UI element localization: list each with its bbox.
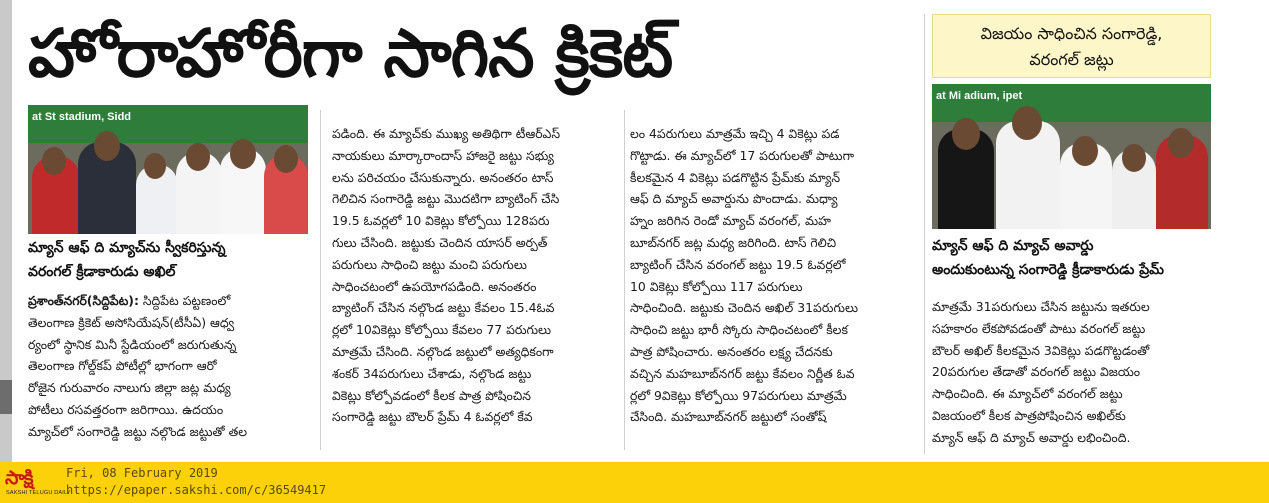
article-line: గులు చేసింది. జట్టుకు చెందిన యాసర్ అర్పత్ [332,234,548,250]
article-line: పరుగులు సాధించి జట్టు మంచి పరుగులు [332,256,527,272]
article-line: 20పరుగుల తేడాతో వరంగల్ జట్టు విజయం [932,364,1141,380]
photo-award-left [28,105,308,234]
person-head [230,139,256,169]
person-head [1122,144,1146,172]
subhead-line-1: విజయం సాధించిన సంగారెడ్డి, [980,24,1163,43]
article-line: 10 వికెట్లు కోల్పోయి 117 పరుగులు [630,278,803,294]
photo-banner [932,84,1211,122]
article-line: వచ్చిన మహబూబ్‌నగర్ జట్టు కేవలం నిర్ణీత ఓవ [630,365,855,381]
article-line: మ్యాన్ ఆఫ్ ది మ్యాచ్ అవార్డు లభించింది. [932,429,1131,445]
article-line: మాత్రమే 31పరుగులు చేసిన జట్టును ఇతరుల [932,299,1150,314]
article-line: మాత్రమే చేసింది. నల్గొండ జట్టులో అత్యధికంగా [332,343,554,359]
article-line: సహకారం లేకపోవడంతో పాటు వరంగల్ జట్టు [932,320,1146,336]
headline: హోరాహోరీగా సాగిన క్రికెట్ [28,15,673,92]
article-line: లను పరిచయం చేసుకున్నారు. అనంతరం టాస్ [332,169,554,185]
article-line: తెలంగాణ క్రికెట్ అసోసియేషన్(టీసీఏ) ఆధ్వ [28,314,235,330]
article-line: ర్లలో 10వికెట్లు కోల్పోయి కేవలం 77 పరుగులు [332,322,552,338]
column-divider [320,110,321,450]
person-head [1012,106,1042,140]
article-column-3 [630,123,918,428]
article-line: బ్యాటింగ్ చేసిన వరంగల్ జట్టు 19.5 ఓవర్లలో [630,256,846,272]
column-divider [624,110,625,450]
article-line: పోటీలు రసవత్తరంగా జరిగాయి. ఉదయం [28,401,224,417]
article-line: కీలకమైన 4 వికెట్లు పడగొట్టిన ప్రేమ్‌కు మ్యాన్ [630,169,841,185]
caption-left [28,236,310,284]
article-line: ర్లలో 9వికెట్లు కోల్పోయి 97పరుగులు మాత్రమే [630,387,847,403]
caption-left-line-1: మ్యాన్ ఆఫ్ ది మ్యాచ్‌ను స్వీకరిస్తున్న [28,240,226,256]
photo-banner-text: at St stadium, Sidd [32,111,132,123]
logo-subtitle: SAKSHI TELUGU DAILY [6,490,71,496]
person-head [274,145,298,173]
person-head [186,143,210,171]
article-line: లం 4పరుగులు మాత్రమే ఇచ్చి 4 వికెట్లు పడ [630,126,840,141]
person-head [1072,136,1098,166]
article-url-link[interactable]: https://epaper.sakshi.com/c/36549417 [66,483,327,497]
edge-mark [0,380,12,414]
article-line: సాధించింది. జట్టుకు చెందిన అఖిల్ 31పరుగులు [630,300,859,316]
article-line: గెలిచిన సంగారెడ్డి జట్టు మొదటిగా బ్యాటింగ్ చేసి [332,191,560,207]
caption-right-line-1: మ్యాన్ ఆఫ్ ది మ్యాచ్ అవార్డు [932,238,1094,254]
article-line: బూబ్‌నగర్ జట్ల మధ్య జరిగింది. టాస్ గెలిచి [630,234,837,250]
page-edge-strip [0,0,12,462]
article-line: ర్యంలో స్థానిక మినీ స్టేడియంలో జరుగుతున్న [28,336,237,352]
article-line: వికెట్లు కోల్పోవడంలో కీలక పాత్ర పోషించిన [332,387,531,403]
caption-right-line-2: అందుకుంటున్న సంగారెడ్డి క్రీడాకారుడు ప్రేమ్ [932,262,1164,278]
article-line: విజయంలో కీలక పాత్రపోషించిన అఖిల్‌కు [932,407,1126,423]
caption-right [932,234,1222,282]
photo-award-right [932,84,1211,229]
article-line [28,290,314,312]
article-line: బ్యాటింగ్ చేసిన నల్గొండ జట్టు కేవలం 15.4ఓవ [332,300,555,316]
article-line: మ్యాచ్‌లో సంగారెడ్డి జట్టు నల్గొండ జట్టుతో తల [28,423,248,439]
article-line: బౌలర్ అఖిల్ కీలకమైన 3వికెట్లు పడగొట్టడంతో [932,342,1150,358]
article-line: రోజైన గురువారం నాలుగు జిల్లా జట్ల మధ్య [28,380,231,396]
edition-date: Fri, 08 February 2019 [66,466,218,480]
person-head [94,131,120,161]
person-head [952,118,980,150]
photo-banner-text: at Mi adium, ipet [936,90,1023,102]
caption-left-line-2: వరంగల్ క్రీడాకారుడు అఖిల్ [28,264,176,280]
article-line: సాధించింది. ఈ మ్యాచ్‌లో వరంగల్ జట్టు [932,386,1123,402]
dateline: ప్రశాంత్‌నగర్(సిద్దిపేట): [28,293,139,308]
article-line: హ్నం జరిగిన రెండో మ్యాచ్ వరంగల్, మహ [630,213,831,229]
photo-banner [28,105,308,143]
sakshi-logo[interactable] [5,466,71,499]
article-line: నాయకులు మార్కారాందాస్ హాజరై జట్టు సభ్యు [332,147,554,163]
article-line: ఆఫ్ ది మ్యాచ్ అవార్డును పొందాడు. మధ్యా [630,191,838,207]
epaper-footer [0,462,1269,503]
article-column-4 [932,296,1212,449]
article-line: శంకర్ 34పరుగులు చేశాడు, నల్గొండ జట్టు [332,365,532,381]
article-line: సాధించటంలో ఉపయోగపడింది. అనంతరం [332,278,537,294]
article-line: సంగారెడ్డి జట్టు బౌలర్ ప్రేమ్ 4 ఓవర్లలో కేవ [332,409,533,425]
column-divider [924,14,925,454]
dateline-rest: సిద్దిపేట పట్టణంలో [138,293,231,308]
article-line: గొట్టాడు. ఈ మ్యాచ్‌లో 17 పరుగులతో పాటుగా [630,147,854,163]
article-line: పడింది. ఈ మ్యాచ్‌కు ముఖ్య అతిథిగా టీఆర్ఎస్ [332,126,561,141]
person-head [144,153,166,179]
article-column-2 [332,123,620,428]
article-line: పాత్ర పోషించారు. అనంతరం లక్ష్య చేదనకు [630,343,833,359]
person-head [42,147,66,175]
article-line: చేసింది. మహబూబ్‌నగర్ జట్టులో సంతోష్ [630,409,827,425]
subhead-box [932,14,1211,78]
article-line: 19.5 ఓవర్లలో 10 వికెట్లు కోల్పోయి 128పరు [332,213,550,229]
logo-wordmark: సాక్షి [5,467,33,489]
article-line: తెలంగాణ గోల్డ్‌కప్ పోటీల్లో భాగంగా ఆరో [28,358,217,374]
article-column-1 [28,290,314,443]
person-head [1168,128,1194,158]
subhead-line-2: వరంగల్ జట్లు [1029,50,1114,69]
article-line: సాధించి జట్టు భారీ స్కోరు సాధించటంలో కీలక [630,322,848,338]
